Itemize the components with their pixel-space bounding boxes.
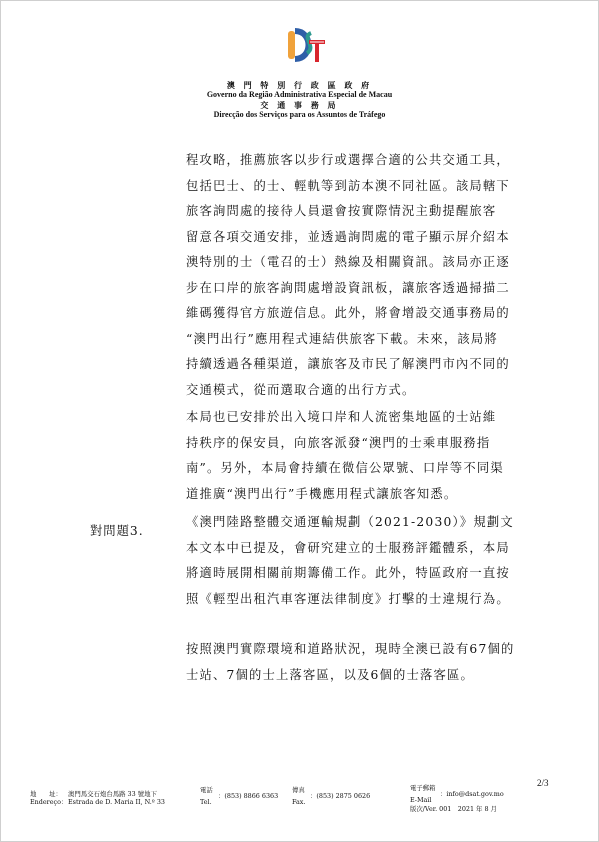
paragraph-line: 南”。另外，本局會持續在微信公眾號、口岸等不同渠 — [186, 461, 504, 475]
dept-name-zh: 交 通 事 務 局 — [260, 100, 339, 110]
paragraph-2 — [186, 405, 546, 507]
paragraph-line: 交通模式，從而選取合適的出行方式。 — [186, 382, 416, 397]
phone-label-zh: 電話 — [200, 786, 213, 794]
fax-label-zh: 傳真 — [292, 786, 305, 794]
paragraph-3 — [186, 510, 546, 612]
paragraph-line: 士站、7個的士上落客區，以及6個的士落客區。 — [186, 667, 474, 682]
paragraph-line: 照《輕型出租汽車客運法律制度》打擊的士違規行為。 — [186, 591, 510, 606]
paragraph-line: 旅客詢問處的接待人員還會按實際情況主動提醒旅客 — [186, 204, 497, 218]
address-pt: Estrada de D. Maria II, N.º 33 — [68, 798, 165, 806]
version-info: 版次/Ver. 001 2021 年 8 月 — [410, 805, 497, 813]
phone-number: ：(853) 8866 6363 — [218, 792, 279, 800]
paragraph-line: 步在口岸的旅客詢問處增設資訊板，讓旅客透過掃描二 — [186, 280, 510, 295]
footer — [0, 780, 599, 820]
address-zh: 澳門馬交石炮台馬路 33 號地下 — [68, 790, 157, 798]
fax-label-pt: Fax. — [292, 798, 306, 806]
logo-orange-bar — [288, 31, 295, 59]
email-label-zh: 電子郵箱 — [410, 784, 436, 792]
logo-red-t-stem — [315, 40, 319, 62]
email-label-pt: E-Mail — [410, 796, 432, 804]
dsat-logo — [277, 27, 329, 67]
phone-label-pt: Tel. — [200, 798, 212, 806]
paragraph-line: 將適時展開相關前期籌備工作。此外，特區政府一直按 — [186, 566, 510, 580]
paragraph-line: 持秩序的保安員，向旅客派發“澳門的士乘車服務指 — [186, 435, 491, 450]
fax-number: ：(853) 2875 0626 — [310, 792, 371, 800]
org-name-pt: Governo da Região Administrativa Especial de Macau — [206, 90, 393, 99]
paragraph-line: “澳門出行”應用程式連結供旅客下載。未來，該局將 — [186, 331, 498, 346]
paragraph-line: 道推廣“澳門出行”手機應用程式讓旅客知悉。 — [186, 486, 458, 501]
paragraph-1 — [186, 148, 546, 403]
paragraph-line: 澳特別的士（電召的士）熱線及相關資訊。該局亦正逐 — [186, 255, 510, 269]
paragraph-line: 持續透過各種渠道，讓旅客及市民了解澳門市內不同的 — [186, 357, 510, 371]
paragraph-line: 本局也已安排於出入境口岸和人流密集地區的士站維 — [186, 410, 497, 424]
paragraph-line: 程攻略，推薦旅客以步行或選擇合適的公共交通工具， — [186, 153, 510, 167]
email-address: ：info@dsat.gov.mo — [440, 790, 504, 798]
address-label-zh: 地 址： — [30, 790, 62, 798]
org-name-zh: 澳 門 特 別 行 政 區 政 府 — [226, 80, 373, 90]
question-label: 對問題3. — [90, 524, 144, 538]
paragraph-line: 本文本中已提及，會研究建立的士服務評鑑體系，本局 — [186, 540, 510, 555]
paragraph-line: 包括巴士、的士、輕軌等到訪本澳不同社區。該局轄下 — [186, 178, 510, 193]
address-label-pt: Endereço： — [30, 798, 68, 806]
paragraph-line: 留意各項交通安排，並透過詢問處的電子顯示屏介紹本 — [186, 229, 510, 244]
paragraph-4 — [186, 637, 546, 688]
paragraph-line: 《澳門陸路整體交通運輸規劃（2021-2030）》規劃文 — [186, 515, 514, 529]
page-number: 2/3 — [537, 778, 549, 788]
paragraph-line: 按照澳門實際環境和道路狀況，現時全澳已設有67個的 — [186, 642, 515, 656]
letterhead — [0, 80, 599, 120]
paragraph-line: 維碼獲得官方旅遊信息。此外，將會增設交通事務局的 — [186, 306, 510, 320]
dept-name-pt: Direcção dos Serviços para os Assuntos de Tráfego — [213, 110, 386, 119]
logo-white-stripe — [310, 42, 324, 43]
